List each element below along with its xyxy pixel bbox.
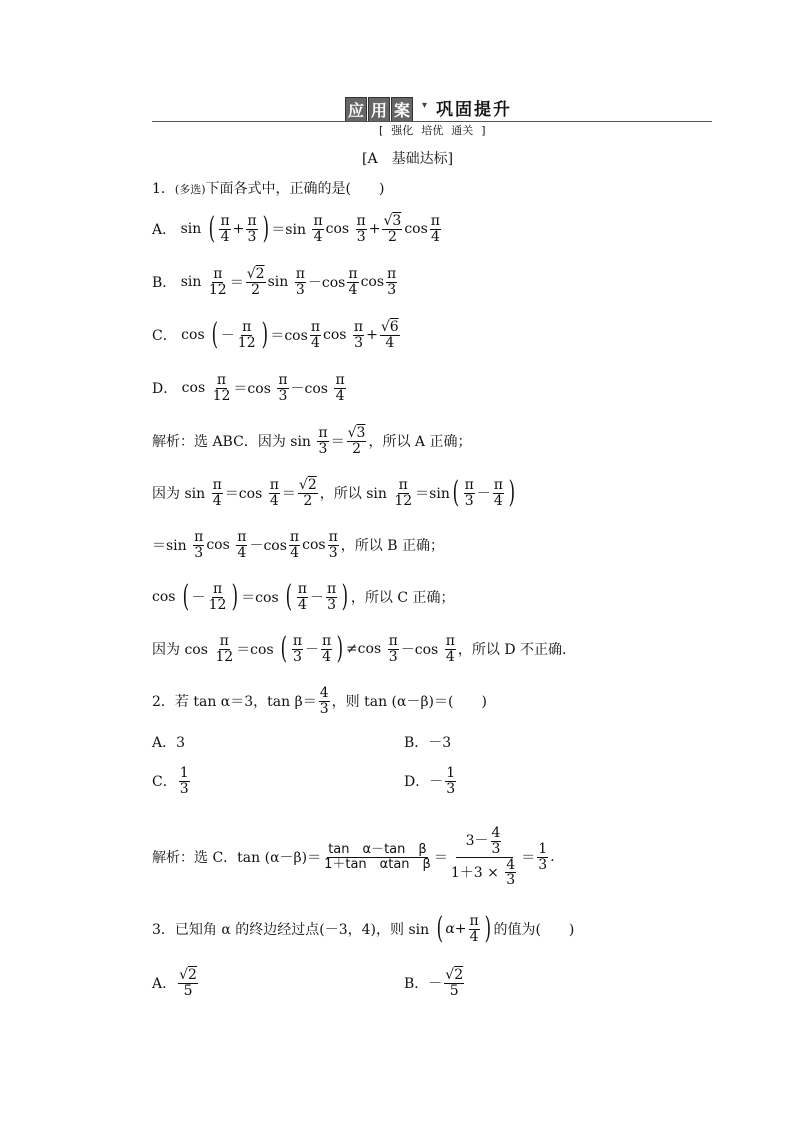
question-2: 2． 若 tan α＝3，tan β＝ $\frac{4}{3}$ ，则 tan (α－β)＝( ) bbox=[152, 684, 487, 717]
section-label: [A 基础达标] bbox=[362, 151, 454, 167]
header-title: 巩固提升 bbox=[436, 100, 512, 120]
solution-1-line-3: ＝sin $\frac{\pi}{3}$ cos $\frac{\pi}{4}$ －cos $\frac{\pi}{4}$ cos $\frac{\pi}{3}$ ，所以 B 正确； bbox=[152, 528, 444, 561]
solution-1-line-4: cos ( － $\frac{\pi}{12}$ ) ＝cos ( $\frac{\pi}{4}$ － $\frac{\pi}{3}$ ) ，所以 C 正确； bbox=[152, 579, 455, 614]
badge-char: 应 bbox=[345, 97, 367, 122]
solution-2: 解析：选 C．tan (α－β)＝ $\frac{\text{tan α－tan β}}{\text{1＋tan αtan β}}$ ＝ 3－ $\frac{4}{3}$ 1＋3 × $\frac{4}{3}$ ＝ $\frac{1}{3}$ . bbox=[152, 825, 555, 889]
subtitle-item: 强化 bbox=[391, 124, 414, 137]
option-d: D． cos $\frac{\pi}{12}$ ＝cos $\frac{\pi}{3}$ －cos $\frac{\pi}{4}$ bbox=[152, 371, 345, 404]
option-c: C． cos ( － $\frac{\pi}{12}$ ) ＝cos $\frac{\pi}{4}$ cos $\frac{\pi}{3}$ + $\frac{√6}{4}$ bbox=[152, 317, 399, 352]
subtitle-item: 培优 bbox=[421, 124, 444, 137]
badge-char: 用 bbox=[368, 97, 390, 122]
triangle-down-icon: ▾ bbox=[422, 100, 428, 111]
q2-option-c: C． $\frac{1}{3}$ bbox=[152, 764, 189, 797]
q2-option-a: A．3 bbox=[152, 735, 186, 751]
q3-option-b: B．－ $\frac{√2}{5}$ bbox=[404, 966, 464, 999]
solution-1-line-2: 因为 sin $\frac{\pi}{4}$ ＝cos $\frac{\pi}{4}$ ＝ $\frac{√2}{2}$ ，所以 sin $\frac{\pi}{12}$ ＝sin ( $\frac{\pi}{3}$ － $\frac{\pi}{4}$ ) bbox=[152, 475, 516, 510]
solution-1-line-1: 解析：选 ABC．因为 sin $\frac{\pi}{3}$ ＝ $\frac{√3}{2}$ ，所以 A 正确； bbox=[152, 424, 472, 457]
header-badge bbox=[345, 97, 414, 122]
question-1: 1．(多选)下面各式中，正确的是( ) bbox=[152, 181, 385, 197]
option-b: B． sin $\frac{\pi}{12}$ ＝ $\frac{√2}{2}$ sin $\frac{\pi}{3}$ －cos $\frac{\pi}{4}$ cos $\frac{\pi}{3}$ bbox=[152, 265, 397, 298]
q3-option-a: A． $\frac{√2}{5}$ bbox=[152, 966, 197, 999]
question-stem: 下面各式中，正确的是( ) bbox=[205, 181, 385, 197]
badge-char: 案 bbox=[391, 97, 413, 122]
q2-option-b: B．－3 bbox=[404, 735, 452, 751]
header-subtitle: [ 强化 培优 通关 ] bbox=[379, 124, 486, 137]
subtitle-item: 通关 bbox=[451, 124, 474, 137]
question-tag: (多选) bbox=[174, 183, 206, 196]
q2-option-d: D．－ $\frac{1}{3}$ bbox=[404, 764, 456, 797]
option-a: A． sin ( $\frac{\pi}{4}$ + $\frac{\pi}{3}$ ) ＝sin $\frac{\pi}{4}$ cos $\frac{\pi}{3}$ + $\frac{√3}{2}$ cos $\frac{\pi}{4}$ bbox=[152, 211, 440, 246]
question-3: 3． 已知角 α 的终边经过点(－3，4)，则 sin ( α + $\frac{\pi}{4}$ ) 的值为( ) bbox=[152, 911, 575, 946]
solution-1-line-5: 因为 cos $\frac{\pi}{12}$ ＝cos ( $\frac{\pi}{3}$ － $\frac{\pi}{4}$ ) ≠cos $\frac{\pi}{3}$ －cos $\frac{\pi}{4}$ ，所以 D 不正确. bbox=[152, 631, 567, 666]
